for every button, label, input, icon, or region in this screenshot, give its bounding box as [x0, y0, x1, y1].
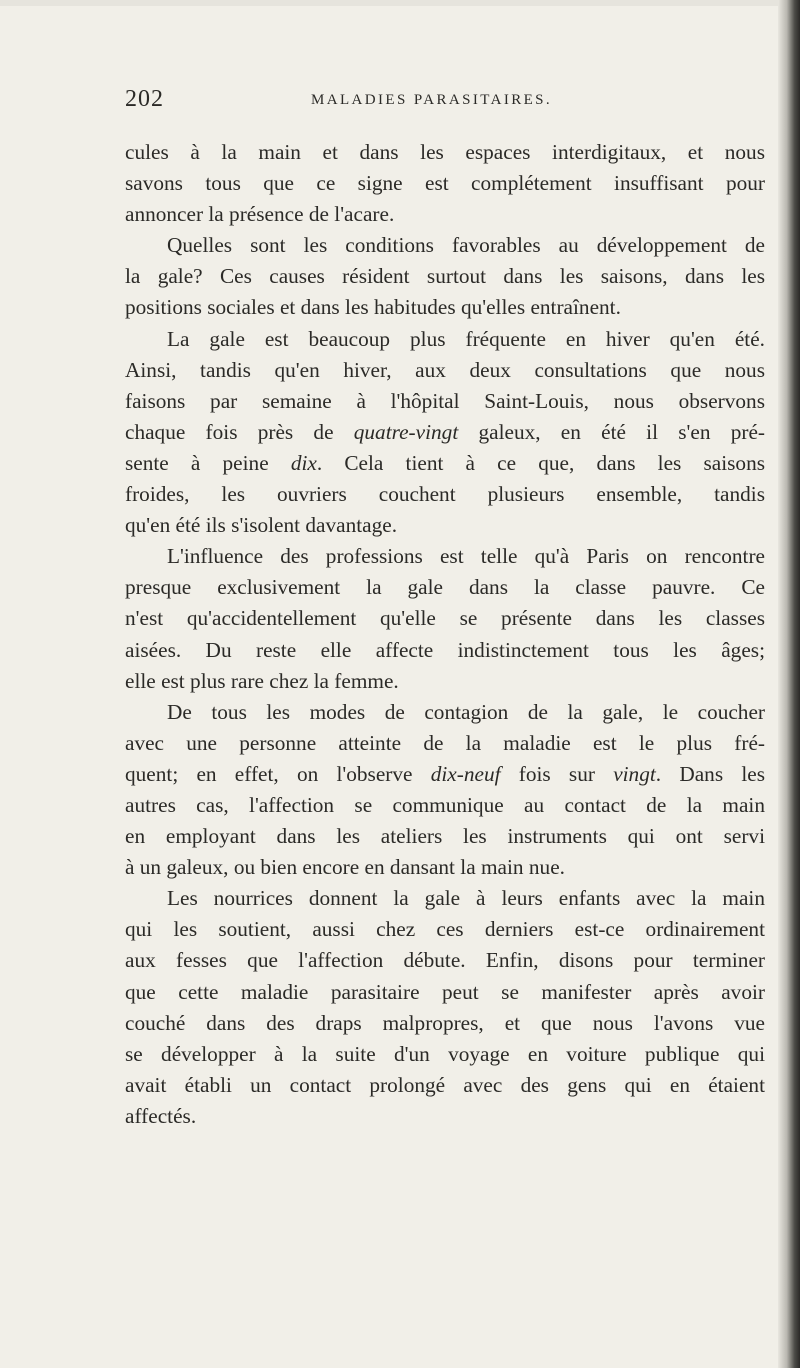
text-line	[125, 635, 765, 666]
text-run: savons tous que ce signe est complétement insuffisant pour	[125, 171, 765, 196]
text-run: Quelles sont les conditions favorables au développement de	[167, 233, 765, 258]
text-run: La gale est beaucoup plus fréquente en hiver qu'en été.	[167, 326, 765, 351]
running-head: MALADIES PARASITAIRES.	[311, 92, 553, 108]
text-run: n'est qu'accidentellement qu'elle se présente dans les classes	[125, 606, 765, 631]
text-run: affectés.	[125, 1103, 197, 1128]
text-line	[125, 572, 765, 603]
text-run: sente à peine	[125, 450, 291, 475]
text-line	[125, 261, 765, 292]
text-run: qui les soutient, aussi chez ces derniers est-ce ordinairement	[125, 917, 765, 942]
text-run: Ainsi, tandis qu'en hiver, aux deux consultations que nous	[125, 357, 765, 382]
text-line	[125, 1039, 765, 1070]
top-edge	[0, 0, 800, 6]
text-run: chaque fois près de	[125, 419, 354, 444]
text-line	[125, 355, 765, 386]
text-line	[125, 168, 765, 199]
text-run: autres cas, l'affection se communique au contact de la main	[125, 792, 765, 817]
text-run: se développer à la suite d'un voyage en voiture publique qui	[125, 1041, 765, 1066]
text-line	[125, 1101, 765, 1132]
text-run: annoncer la présence de l'acare.	[125, 202, 395, 227]
text-run: en employant dans les ateliers les instruments qui ont servi	[125, 824, 765, 849]
text-run: De tous les modes de contagion de la gale, le coucher	[167, 699, 765, 724]
text-line	[125, 666, 765, 697]
page-header	[125, 86, 725, 116]
text-line	[125, 728, 765, 759]
text-line	[125, 230, 765, 261]
text-run: avec une personne atteinte de la maladie est le plus fré-	[125, 730, 765, 755]
text-line	[125, 541, 765, 572]
text-run: aux fesses que l'affection débute. Enfin, disons pour terminer	[125, 948, 765, 973]
text-run: que cette maladie parasitaire peut se manifester après avoir	[125, 979, 765, 1004]
text-run: faisons par semaine à l'hôpital Saint-Louis, nous observons	[125, 388, 765, 413]
page-gutter-shadow	[778, 0, 800, 1368]
text-run: à un galeux, ou bien encore en dansant la main nue.	[125, 855, 565, 880]
text-run: positions sociales et dans les habitudes qu'elles entraînent.	[125, 295, 621, 320]
text-run: . Dans les	[655, 761, 765, 786]
text-line	[125, 324, 765, 355]
text-run: aisées. Du reste elle affecte indistinctement tous les âges;	[125, 637, 765, 662]
text-line	[125, 759, 765, 790]
text-line	[125, 945, 765, 976]
text-run: cules à la main et dans les espaces interdigitaux, et nous	[125, 140, 765, 164]
text-line	[125, 883, 765, 914]
text-line	[125, 292, 765, 323]
text-line	[125, 821, 765, 852]
text-run: la gale? Ces causes résident surtout dans les saisons, dans les	[125, 264, 765, 289]
text-run: Les nourrices donnent la gale à leurs enfants avec la main	[167, 886, 765, 911]
text-run: . Cela tient à ce que, dans les saisons	[316, 450, 766, 475]
text-run: quent; en effet, on l'observe	[125, 761, 431, 786]
text-line	[125, 479, 765, 510]
text-run: avait établi un contact prolongé avec des gens qui en étaient	[125, 1072, 765, 1097]
text-run: presque exclusivement la gale dans la classe pauvre. Ce	[125, 575, 765, 600]
text-line	[125, 1008, 765, 1039]
text-run: elle est plus rare chez la femme.	[125, 668, 399, 693]
body-text	[125, 137, 765, 1132]
text-line	[125, 417, 765, 448]
italic-text: quatre-vingt	[353, 419, 459, 444]
text-line	[125, 1070, 765, 1101]
italic-text: dix	[290, 450, 317, 475]
text-run: fois sur	[500, 761, 614, 786]
italic-text: dix-neuf	[430, 761, 501, 786]
text-line	[125, 790, 765, 821]
text-line	[125, 852, 765, 883]
text-run: galeux, en été il s'en pré-	[458, 419, 765, 444]
page-number: 202	[125, 86, 164, 112]
text-line	[125, 603, 765, 634]
text-run: froides, les ouvriers couchent plusieurs ensemble, tandis	[125, 482, 765, 507]
text-line	[125, 137, 765, 168]
text-run: L'influence des professions est telle qu'à Paris on rencontre	[167, 544, 765, 569]
text-run: qu'en été ils s'isolent davantage.	[125, 513, 398, 538]
italic-text: vingt	[613, 761, 656, 786]
text-run: couché dans des draps malpropres, et que nous l'avons vue	[125, 1010, 765, 1035]
text-line	[125, 386, 765, 417]
text-line	[125, 697, 765, 728]
text-line	[125, 199, 765, 230]
text-line	[125, 510, 765, 541]
text-line	[125, 914, 765, 945]
text-line	[125, 977, 765, 1008]
text-line	[125, 448, 765, 479]
